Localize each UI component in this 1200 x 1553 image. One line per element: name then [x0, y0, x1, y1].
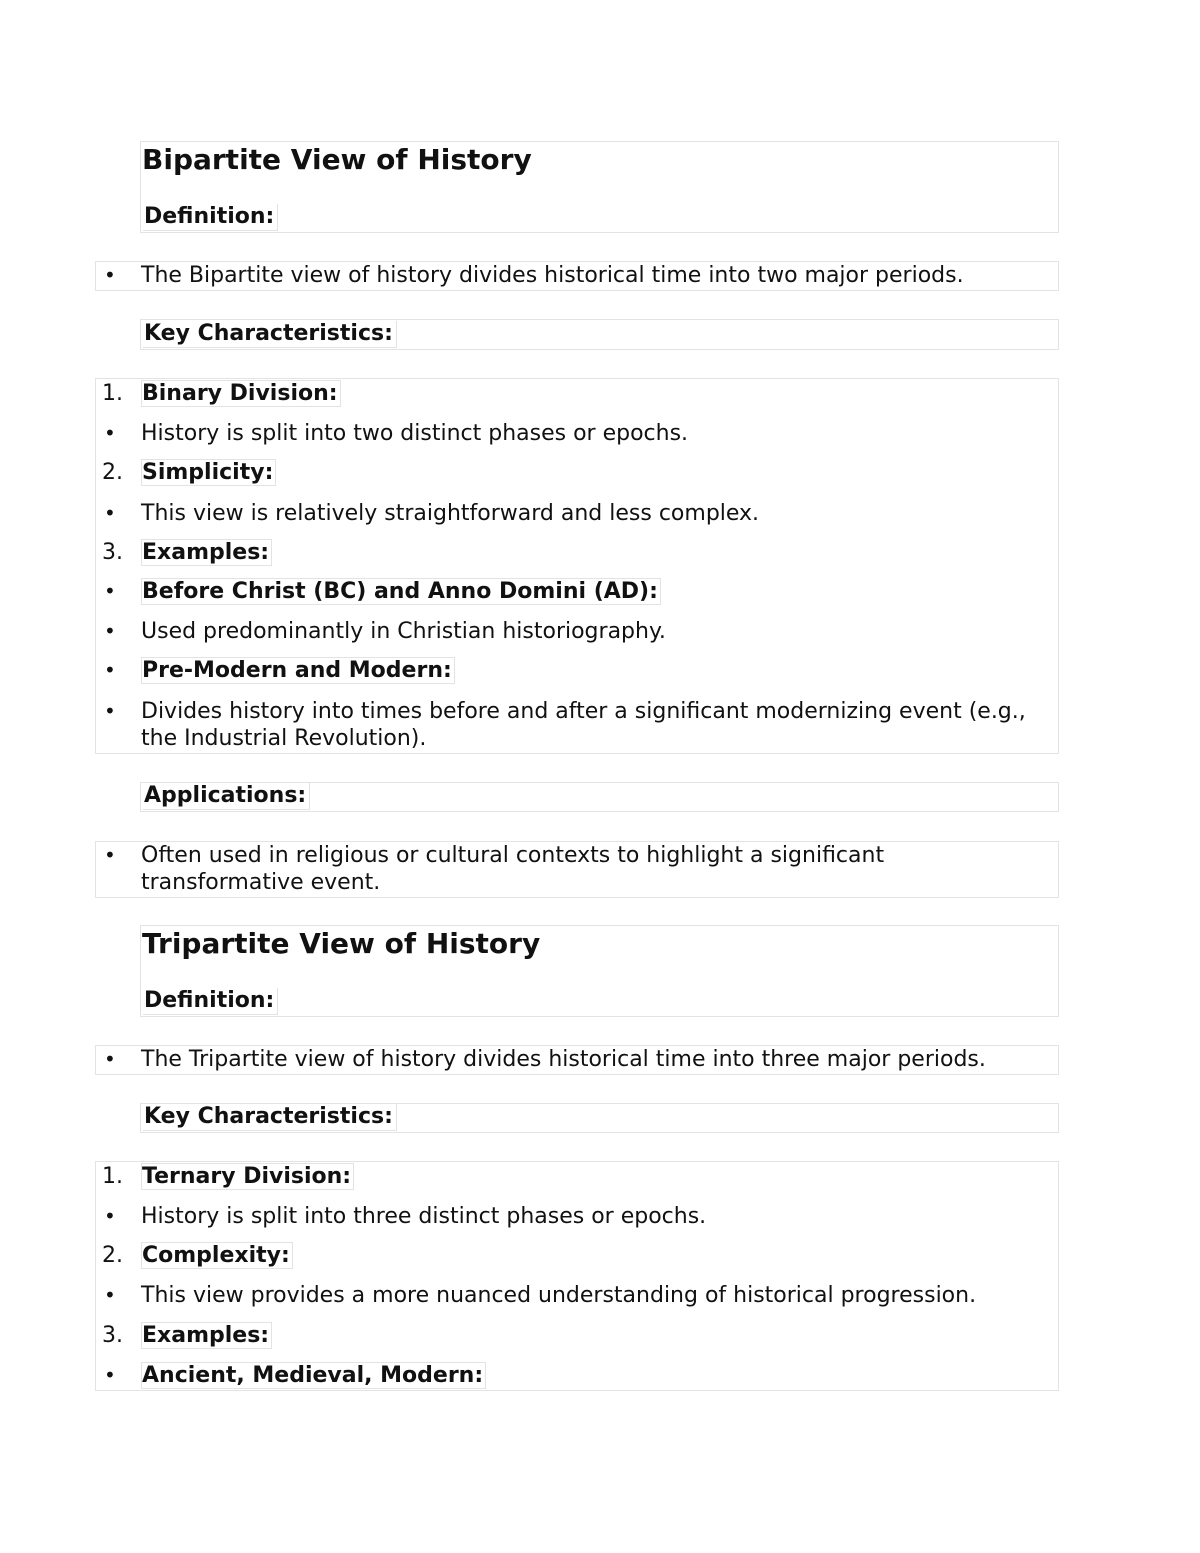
item-text: Divides history into times before and after a significant modernizing event (e.g., the Industrial Revolution). — [141, 699, 1026, 751]
item-label: Pre-Modern and Modern: — [141, 657, 455, 684]
list-marker: 2. — [102, 1243, 123, 1268]
tripartite-key-heading-block — [140, 1103, 1059, 1133]
tripartite-title: Tripartite View of History — [142, 927, 541, 960]
list-marker: 1. — [102, 381, 123, 406]
bullet-marker: • — [104, 263, 116, 287]
bipartite-heading-block — [140, 141, 1059, 233]
list-marker: • — [104, 699, 116, 723]
bipartite-key-label: Key Characteristics: — [143, 321, 397, 348]
list-marker: • — [104, 658, 116, 682]
item-label: Examples: — [141, 539, 272, 566]
tripartite-characteristics-list — [95, 1161, 1059, 1391]
item-text: Used predominantly in Christian historiography. — [141, 619, 666, 644]
tripartite-definition-text: The Tripartite view of history divides historical time into three major periods. — [141, 1047, 986, 1072]
item-label: Complexity: — [141, 1242, 293, 1269]
bipartite-definition-text: The Bipartite view of history divides historical time into two major periods. — [141, 263, 964, 288]
tripartite-definition-label: Definition: — [143, 988, 278, 1015]
list-marker: 2. — [102, 460, 123, 485]
item-label: Simplicity: — [141, 459, 276, 486]
tripartite-key-label: Key Characteristics: — [143, 1104, 397, 1131]
bipartite-definition-list — [95, 261, 1059, 291]
bipartite-applications-list — [95, 841, 1059, 898]
item-text: This view provides a more nuanced understanding of historical progression. — [141, 1283, 977, 1308]
bipartite-title: Bipartite View of History — [142, 143, 532, 176]
list-marker: • — [104, 501, 116, 525]
bipartite-definition-label: Definition: — [143, 204, 278, 231]
list-marker: • — [104, 1204, 116, 1228]
list-marker: • — [104, 421, 116, 445]
list-marker: • — [104, 579, 116, 603]
item-label: Before Christ (BC) and Anno Domini (AD): — [141, 578, 661, 605]
item-label: Examples: — [141, 1322, 272, 1349]
list-marker: • — [104, 619, 116, 643]
item-text: This view is relatively straightforward and less complex. — [141, 501, 760, 526]
tripartite-heading-block — [140, 925, 1059, 1017]
item-label: Binary Division: — [141, 380, 341, 407]
item-text: History is split into three distinct phases or epochs. — [141, 1204, 707, 1229]
list-marker: 3. — [102, 540, 123, 565]
tripartite-definition-list — [95, 1045, 1059, 1075]
bipartite-applications-heading-block — [140, 782, 1059, 812]
bullet-marker: • — [104, 843, 116, 867]
list-marker: • — [104, 1283, 116, 1307]
bipartite-applications-text: Often used in religious or cultural contexts to highlight a significant transformative event. — [141, 843, 885, 895]
item-label: Ternary Division: — [141, 1163, 354, 1190]
bipartite-applications-label: Applications: — [143, 783, 310, 810]
item-text: History is split into two distinct phases or epochs. — [141, 421, 689, 446]
list-marker: 3. — [102, 1323, 123, 1348]
item-label: Ancient, Medieval, Modern: — [141, 1362, 486, 1389]
list-marker: • — [104, 1363, 116, 1387]
bullet-marker: • — [104, 1047, 116, 1071]
bipartite-characteristics-list — [95, 378, 1059, 754]
bipartite-key-heading-block — [140, 319, 1059, 350]
list-marker: 1. — [102, 1164, 123, 1189]
